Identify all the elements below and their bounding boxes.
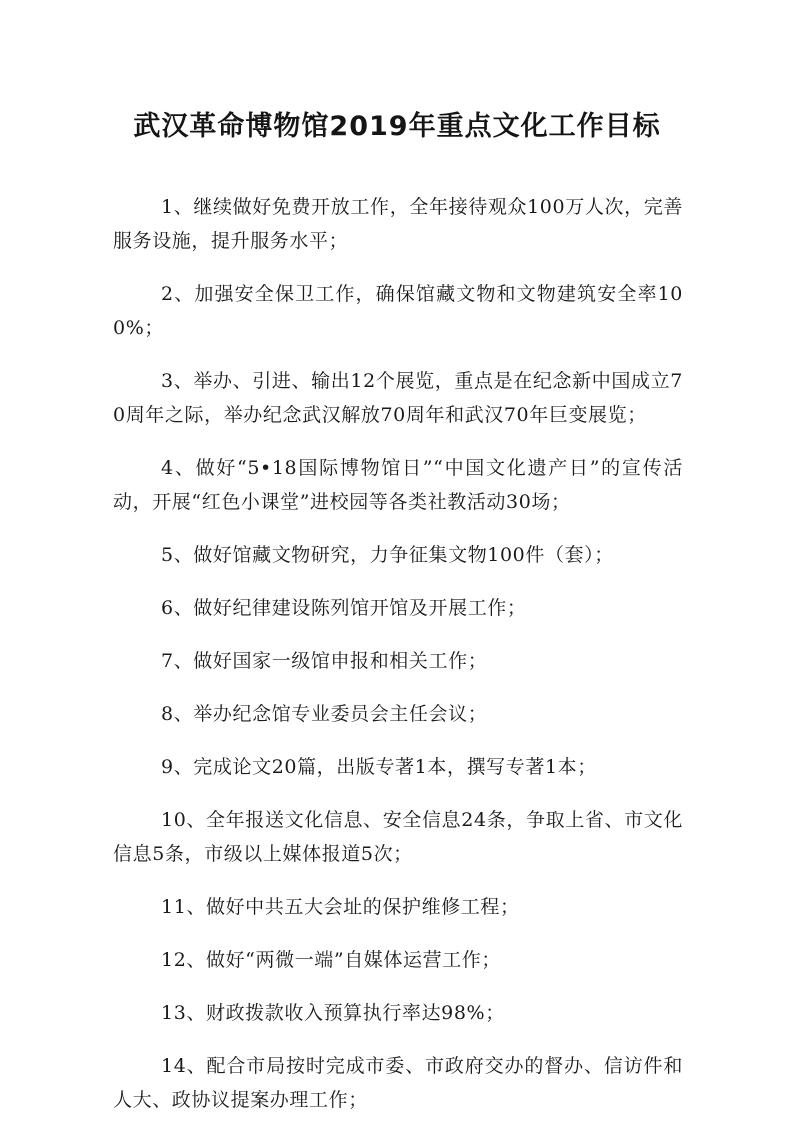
goal-item [113, 644, 683, 678]
goal-item [113, 364, 683, 432]
goal-item [113, 591, 683, 625]
goal-number: 13、 [161, 1002, 206, 1024]
goal-item [113, 943, 683, 977]
goal-number: 3、 [161, 370, 194, 392]
goal-text: 做好“两微一端”自媒体运营工作； [205, 949, 502, 971]
goal-text: 举办、引进、输出12个展览，重点是在纪念新中国成立70周年之际，举办纪念武汉解放70周年和武汉70年巨变展览； [113, 370, 683, 426]
goal-text: 配合市局按时完成市委、市政府交办的督办、信访件和人大、政协议提案办理工作； [113, 1055, 683, 1111]
goal-text: 做好“5•18国际博物馆日”“中国文化遗产日”的宣传活动，开展“红色小课堂”进校园等各类社教活动30场； [113, 457, 684, 513]
goal-item [113, 890, 683, 924]
goal-item [113, 697, 683, 731]
goal-number: 11、 [161, 896, 206, 918]
goal-text: 举办纪念馆专业委员会主任会议； [193, 703, 488, 725]
goal-item [113, 996, 683, 1030]
goal-text: 继续做好免费开放工作，全年接待观众100万人次，完善服务设施，提升服务水平； [113, 196, 683, 252]
goal-text: 做好纪律建设陈列馆开馆及开展工作； [193, 597, 527, 619]
goal-number: 9、 [161, 756, 194, 778]
goal-number: 7、 [161, 650, 194, 672]
goal-number: 10、 [161, 809, 207, 831]
goal-list [113, 190, 683, 1136]
goal-number: 5、 [161, 544, 194, 566]
goal-number: 6、 [161, 597, 194, 619]
document-title: 武汉革命博物馆2019年重点文化工作目标 [133, 111, 661, 142]
goal-item [113, 803, 683, 871]
goal-number: 14、 [161, 1055, 207, 1077]
goal-item [113, 538, 683, 572]
goal-item [113, 451, 683, 519]
goal-text: 加强安全保卫工作，确保馆藏文物和文物建筑安全率100%； [113, 283, 683, 339]
goal-text: 完成论文20篇，出版专著1本，撰写专著1本； [193, 756, 597, 778]
goal-item [113, 750, 683, 784]
goal-text: 全年报送文化信息、安全信息24条，争取上省、市文化信息5条，市级以上媒体报道5次； [113, 809, 683, 865]
goal-number: 8、 [161, 703, 194, 725]
goal-item [113, 277, 683, 345]
goal-text: 做好中共五大会址的保护维修工程； [205, 896, 520, 918]
goal-number: 1、 [161, 196, 194, 218]
goal-text: 财政拨款收入预算执行率达98%； [205, 1002, 505, 1024]
goal-item [113, 1049, 683, 1117]
goal-item [113, 190, 683, 258]
goal-number: 12、 [161, 949, 206, 971]
goal-number: 2、 [161, 283, 195, 305]
goal-number: 4、 [161, 457, 196, 479]
goal-text: 做好馆藏文物研究，力争征集文物100件（套）； [193, 544, 614, 566]
goal-text: 做好国家一级馆申报和相关工作； [193, 650, 488, 672]
